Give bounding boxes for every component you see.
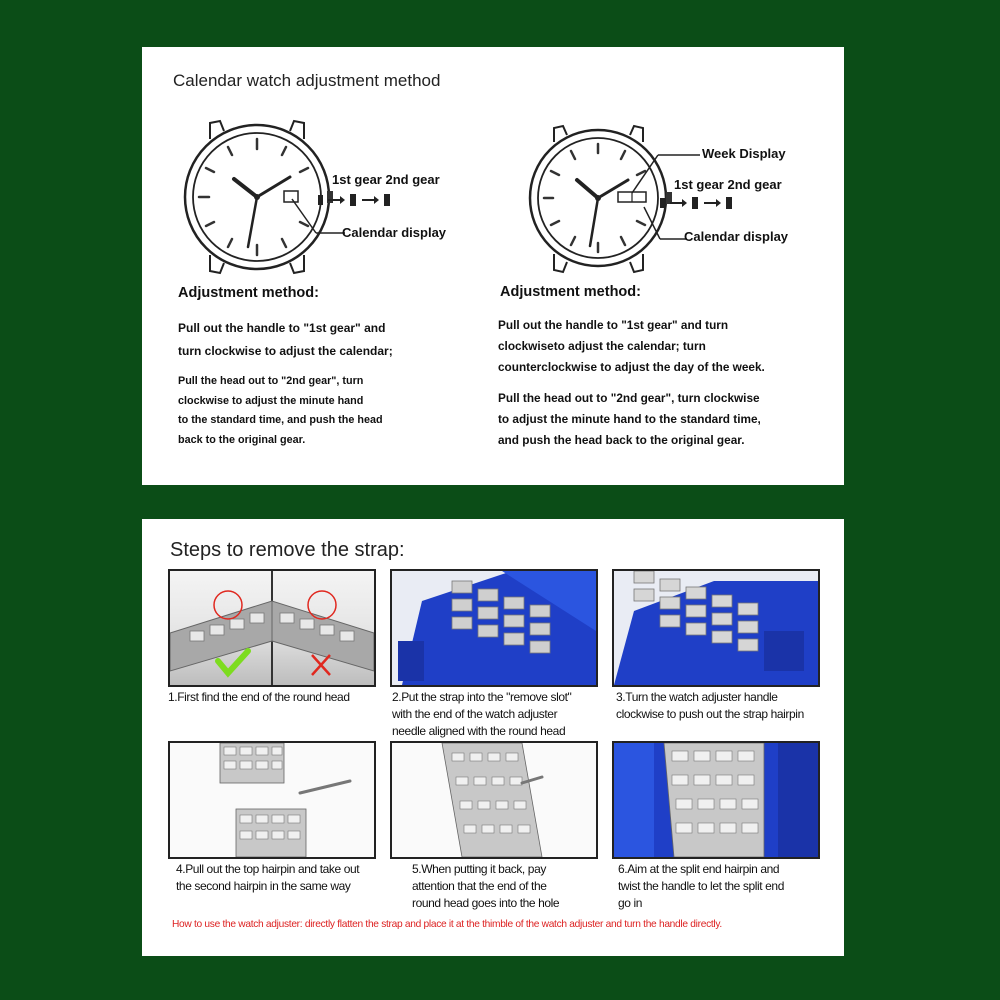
calendar-adjustment-panel: [142, 47, 844, 485]
bracelet-joint-icon: [170, 571, 374, 685]
right-gears-label: 1st gear 2nd gear: [674, 177, 782, 192]
right-adjust-heading: Adjustment method:: [500, 284, 641, 300]
left-gears-label: 1st gear 2nd gear: [332, 172, 440, 187]
left-adjust-para2: Pull the head out to "2nd gear", turn clockwise to adjust the minute hand to the standard time, and push the head back to the original gear.: [178, 375, 383, 446]
watch-adjuster-tool-icon: [614, 743, 818, 857]
step1-caption: 1.First find the end of the round head: [168, 690, 350, 704]
step1-photo: [168, 569, 376, 687]
step3-photo: [612, 569, 820, 687]
watch-adjuster-tool-icon: [392, 571, 596, 685]
bracelet-reinsert-icon: [392, 743, 596, 857]
right-calendar-label: Calendar display: [684, 229, 789, 244]
left-calendar-pointer-icon: [290, 197, 350, 237]
step2-photo: [390, 569, 598, 687]
week-display-label: Week Display: [702, 146, 786, 161]
step6-caption: 6.Aim at the split end hairpin and twist the handle to let the split end go in: [618, 862, 784, 910]
left-calendar-label: Calendar display: [342, 225, 447, 240]
cross-mark-icon: [312, 655, 330, 675]
calendar-title: Calendar watch adjustment method: [173, 71, 441, 90]
step4-caption: 4.Pull out the top hairpin and take out the second hairpin in the same way: [176, 862, 360, 893]
right-adjust-para2: Pull the head out to "2nd gear", turn clockwise to adjust the minute hand to the standard time, and push the head back to the original gear.: [498, 391, 761, 447]
step4-photo: [168, 741, 376, 859]
separated-links-icon: [170, 743, 374, 857]
left-adjust-heading: Adjustment method:: [178, 285, 319, 301]
step3-caption: 3.Turn the watch adjuster handle clockwise to push out the strap hairpin: [616, 690, 804, 721]
right-adjust-para1: Pull out the handle to "1st gear" and turn clockwiseto adjust the calendar; turn counterclockwise to adjust the day of the week.: [498, 318, 765, 374]
step2-caption: 2.Put the strap into the "remove slot" with the end of the watch adjuster needle aligned with the round head: [392, 690, 572, 738]
hairpin-icon: [300, 781, 350, 793]
step5-caption: 5.When putting it back, pay attention that the end of the round head goes into the hole: [412, 862, 560, 910]
step5-photo: [390, 741, 598, 859]
strap-removal-panel: [142, 519, 844, 956]
strap-title: Steps to remove the strap:: [170, 539, 405, 561]
left-adjust-para1: Pull out the handle to "1st gear" and turn clockwise to adjust the calendar;: [178, 321, 393, 358]
watch-adjuster-note: How to use the watch adjuster: directly flatten the strap and place it at the thimble of the watch adjuster and turn the handle directly.: [172, 919, 722, 930]
watch-adjuster-tool-icon: [614, 571, 818, 685]
step6-photo: [612, 741, 820, 859]
